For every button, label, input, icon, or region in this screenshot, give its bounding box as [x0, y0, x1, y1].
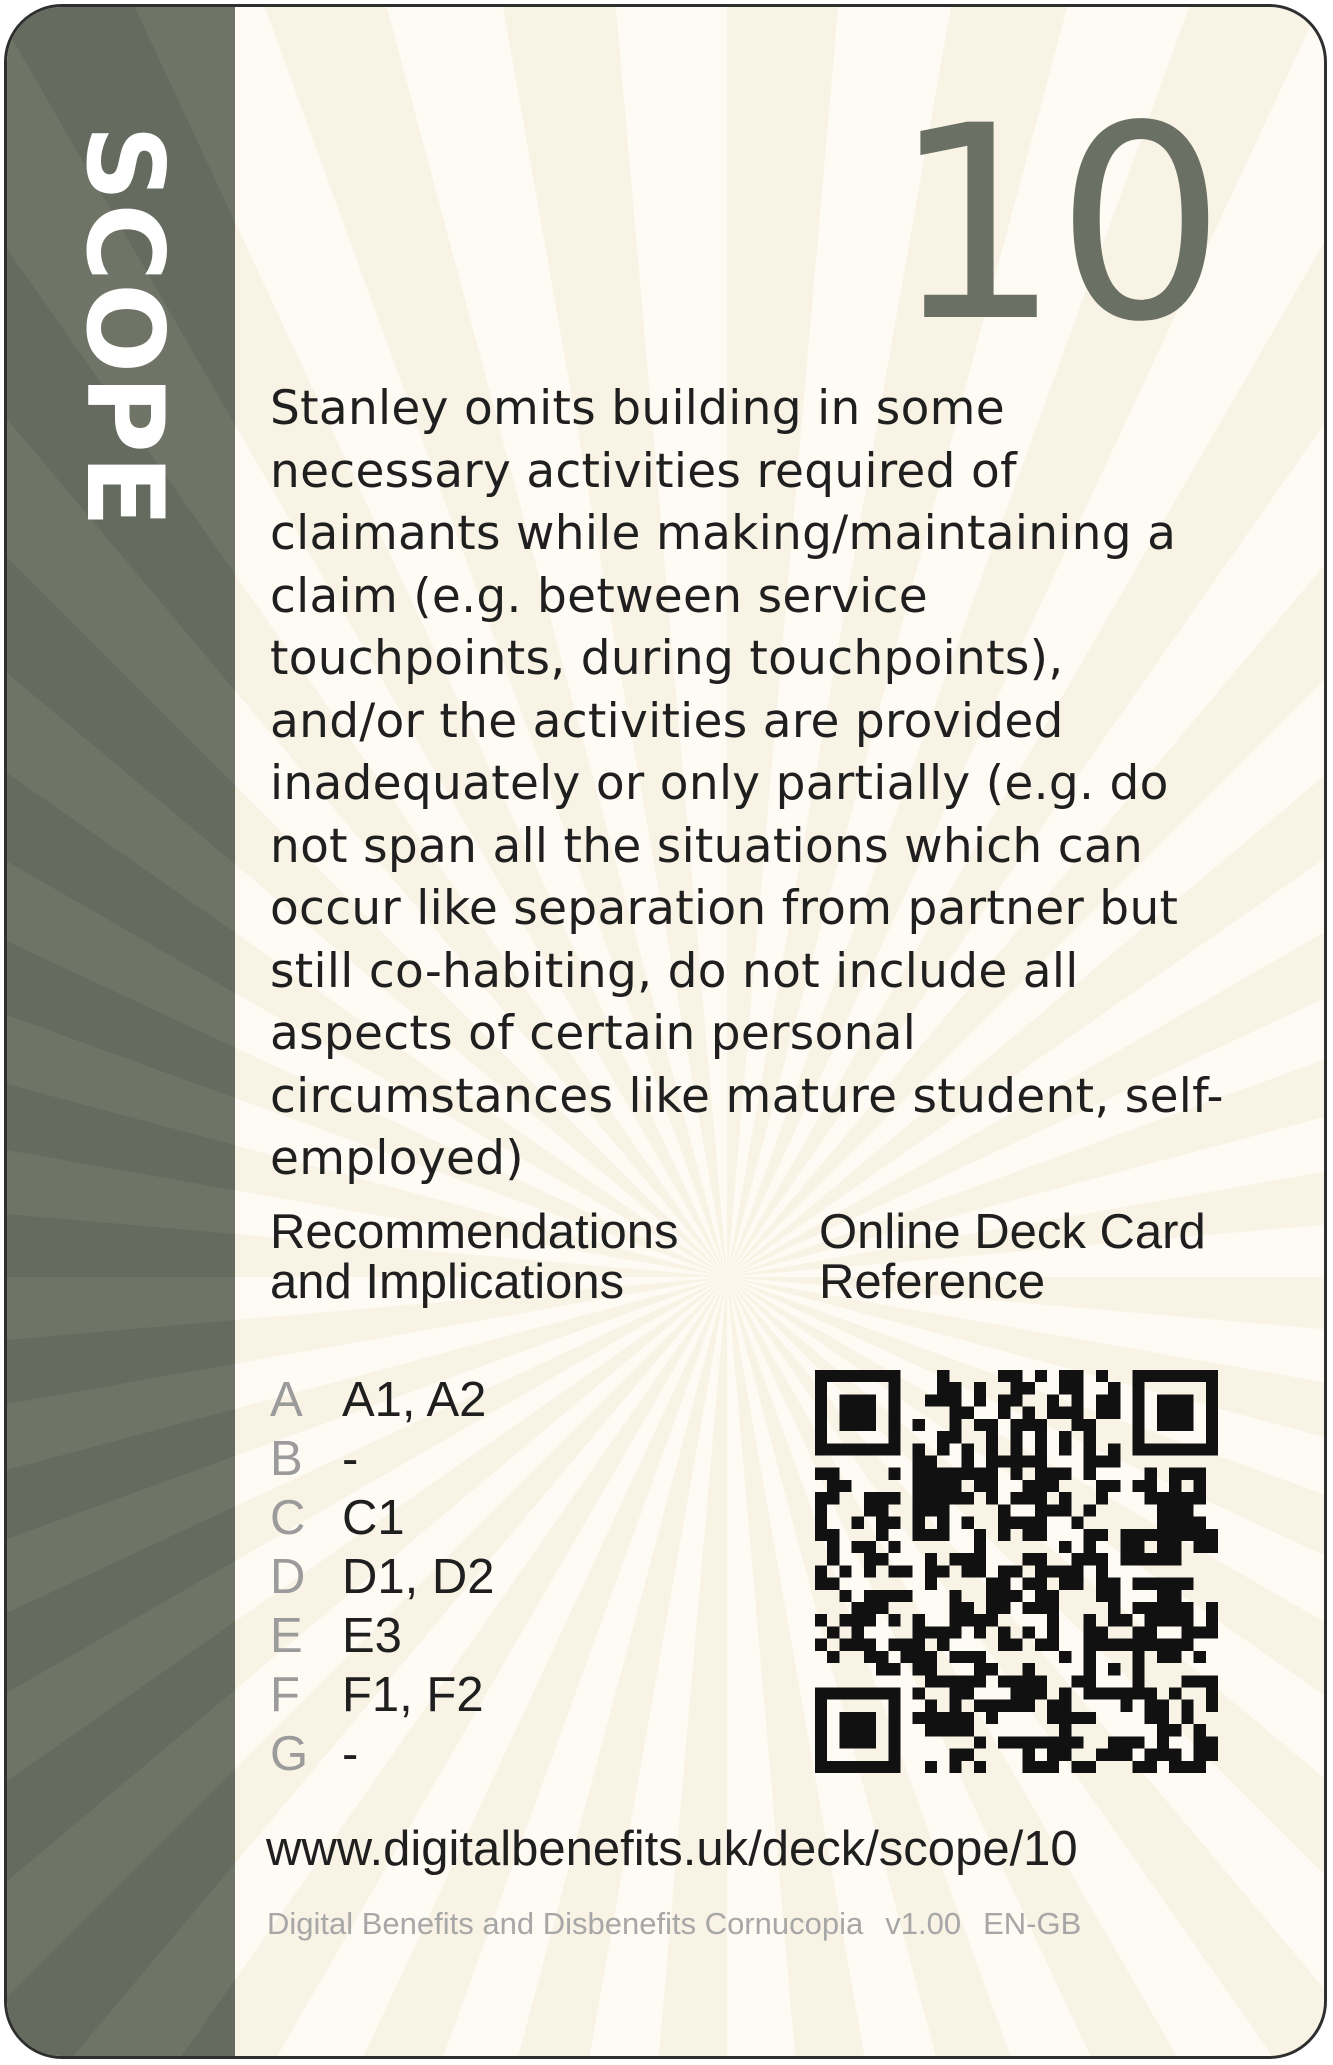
recommendation-letter: B	[270, 1432, 303, 1486]
recommendation-row-a	[270, 1371, 750, 1430]
recommendation-letter: G	[270, 1727, 309, 1781]
card	[4, 4, 1327, 2059]
recommendation-row-e	[270, 1607, 750, 1666]
deck-version: v1.00	[885, 1906, 962, 1941]
card-description: Stanley omits building in some necessary activities required of claimants while making/maintaining a claim (e.g. between service touchpoints, during touchpoints), and/or the activities are provided inadequately or only partially (e.g. do not span all the situations which can occur like separation from partner but still co-habiting, do not include all aspects of certain personal circumstances like mature student, self-employed)	[270, 381, 1224, 1186]
recommendation-value: -	[342, 1727, 359, 1781]
recommendation-letter: C	[270, 1491, 306, 1545]
reference-heading: Online Deck Card Reference	[819, 1205, 1206, 1309]
deck-name: Digital Benefits and Disbenefits Cornucopia	[267, 1906, 864, 1941]
recommendation-row-g	[270, 1725, 750, 1784]
recommendation-row-f	[270, 1666, 750, 1725]
recommendation-value: F1, F2	[342, 1668, 484, 1722]
footer	[267, 1904, 1267, 1944]
recommendations-list	[270, 1371, 750, 1784]
recommendation-row-b	[270, 1430, 750, 1489]
recommendation-row-c	[270, 1489, 750, 1548]
recommendation-value: A1, A2	[342, 1373, 487, 1427]
card-number: 10	[890, 69, 1220, 381]
deck-locale: EN-GB	[983, 1906, 1082, 1941]
suit-label: SCOPE	[63, 125, 186, 530]
recommendation-value: -	[342, 1432, 359, 1486]
recommendation-letter: E	[270, 1609, 303, 1663]
recommendation-row-d	[270, 1548, 750, 1607]
recommendation-value: E3	[342, 1609, 402, 1663]
card-url[interactable]: www.digitalbenefits.uk/deck/scope/10	[266, 1822, 1078, 1876]
suit-sidebar	[7, 7, 235, 2059]
qr-code-icon[interactable]	[815, 1370, 1218, 1773]
recommendation-letter: A	[270, 1373, 303, 1427]
recommendation-letter: F	[270, 1668, 300, 1722]
recommendation-letter: D	[270, 1550, 306, 1604]
recommendation-value: C1	[342, 1491, 405, 1545]
recommendation-value: D1, D2	[342, 1550, 495, 1604]
recommendations-heading: Recommendations and Implications	[270, 1205, 679, 1309]
